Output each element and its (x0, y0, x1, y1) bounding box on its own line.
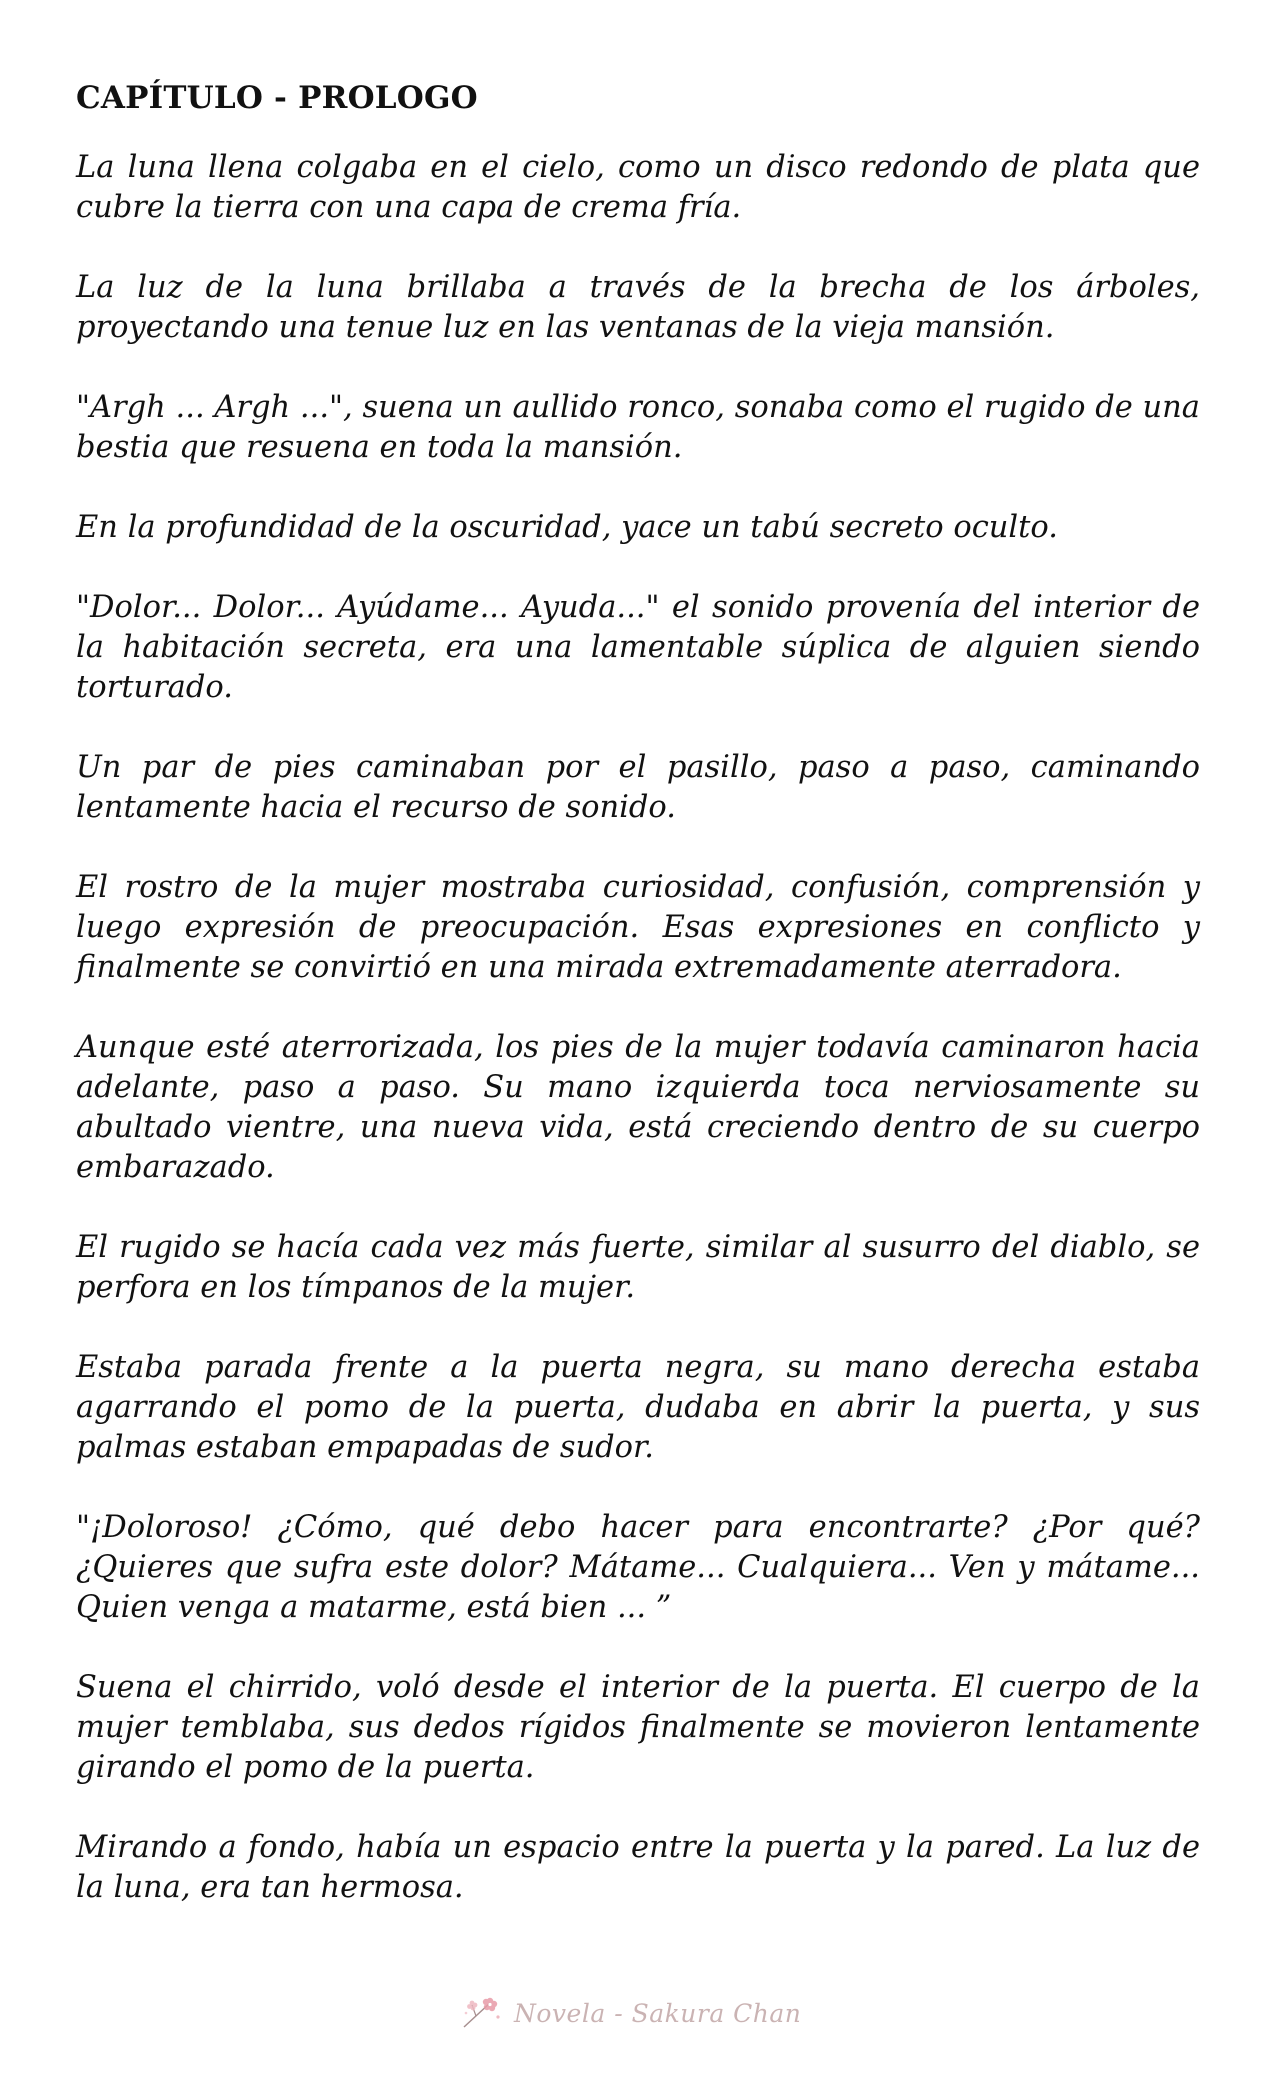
cherry-blossom-icon (460, 1993, 504, 2033)
paragraph: El rostro de la mujer mostraba curiosidad, confusión, comprensión y luego expresión de preocupación. Esas expresiones en conflicto y finalmente se convirtió en una mirada extremadamente aterradora. (76, 870, 1200, 985)
paragraph: Estaba parada frente a la puerta negra, su mano derecha estaba agarrando el pomo de la puerta, dudaba en abrir la puerta, y sus palmas estaban empapadas de sudor. (76, 1350, 1200, 1465)
paragraph: En la profundidad de la oscuridad, yace un tabú secreto oculto. (76, 510, 1058, 545)
paragraph: "Argh ... Argh ...", suena un aullido ronco, sonaba como el rugido de una bestia que resuena en toda la mansión. (76, 390, 1200, 465)
paragraph: "¡Doloroso! ¿Cómo, qué debo hacer para encontrarte? ¿Por qué? ¿Quieres que sufra este dolor? Mátame... Cualquiera... Ven y mátame... Quien venga a matarme, está bien ... ” (76, 1510, 1200, 1625)
watermark (460, 1988, 801, 2038)
paragraph: Un par de pies caminaban por el pasillo, paso a paso, caminando lentamente hacia el recurso de sonido. (76, 750, 1200, 825)
paragraph: Mirando a fondo, había un espacio entre la puerta y la pared. La luz de la luna, era tan hermosa. (76, 1830, 1200, 1905)
paragraph: El rugido se hacía cada vez más fuerte, similar al susurro del diablo, se perfora en los tímpanos de la mujer. (76, 1230, 1200, 1305)
paragraph: Suena el chirrido, voló desde el interior de la puerta. El cuerpo de la mujer temblaba, sus dedos rígidos finalmente se movieron lentamente girando el pomo de la puerta. (76, 1670, 1200, 1785)
document-page (76, 68, 1200, 1908)
paragraph: La luz de la luna brillaba a través de la brecha de los árboles, proyectando una tenue luz en las ventanas de la vieja mansión. (76, 270, 1200, 345)
chapter-title: CAPÍTULO - PROLOGO (76, 80, 478, 116)
paragraph: Aunque esté aterrorizada, los pies de la mujer todavía caminaron hacia adelante, paso a paso. Su mano izquierda toca nerviosamente su abultado vientre, una nueva vida, está creciendo dentro de su cuerpo embarazado. (76, 1030, 1200, 1185)
watermark-text: Novela - Sakura Chan (514, 1998, 802, 2028)
paragraph: "Dolor... Dolor... Ayúdame... Ayuda..." el sonido provenía del interior de la habitación secreta, era una lamentable súplica de alguien siendo torturado. (76, 590, 1200, 705)
paragraph: La luna llena colgaba en el cielo, como un disco redondo de plata que cubre la tierra con una capa de crema fría. (76, 150, 1200, 225)
